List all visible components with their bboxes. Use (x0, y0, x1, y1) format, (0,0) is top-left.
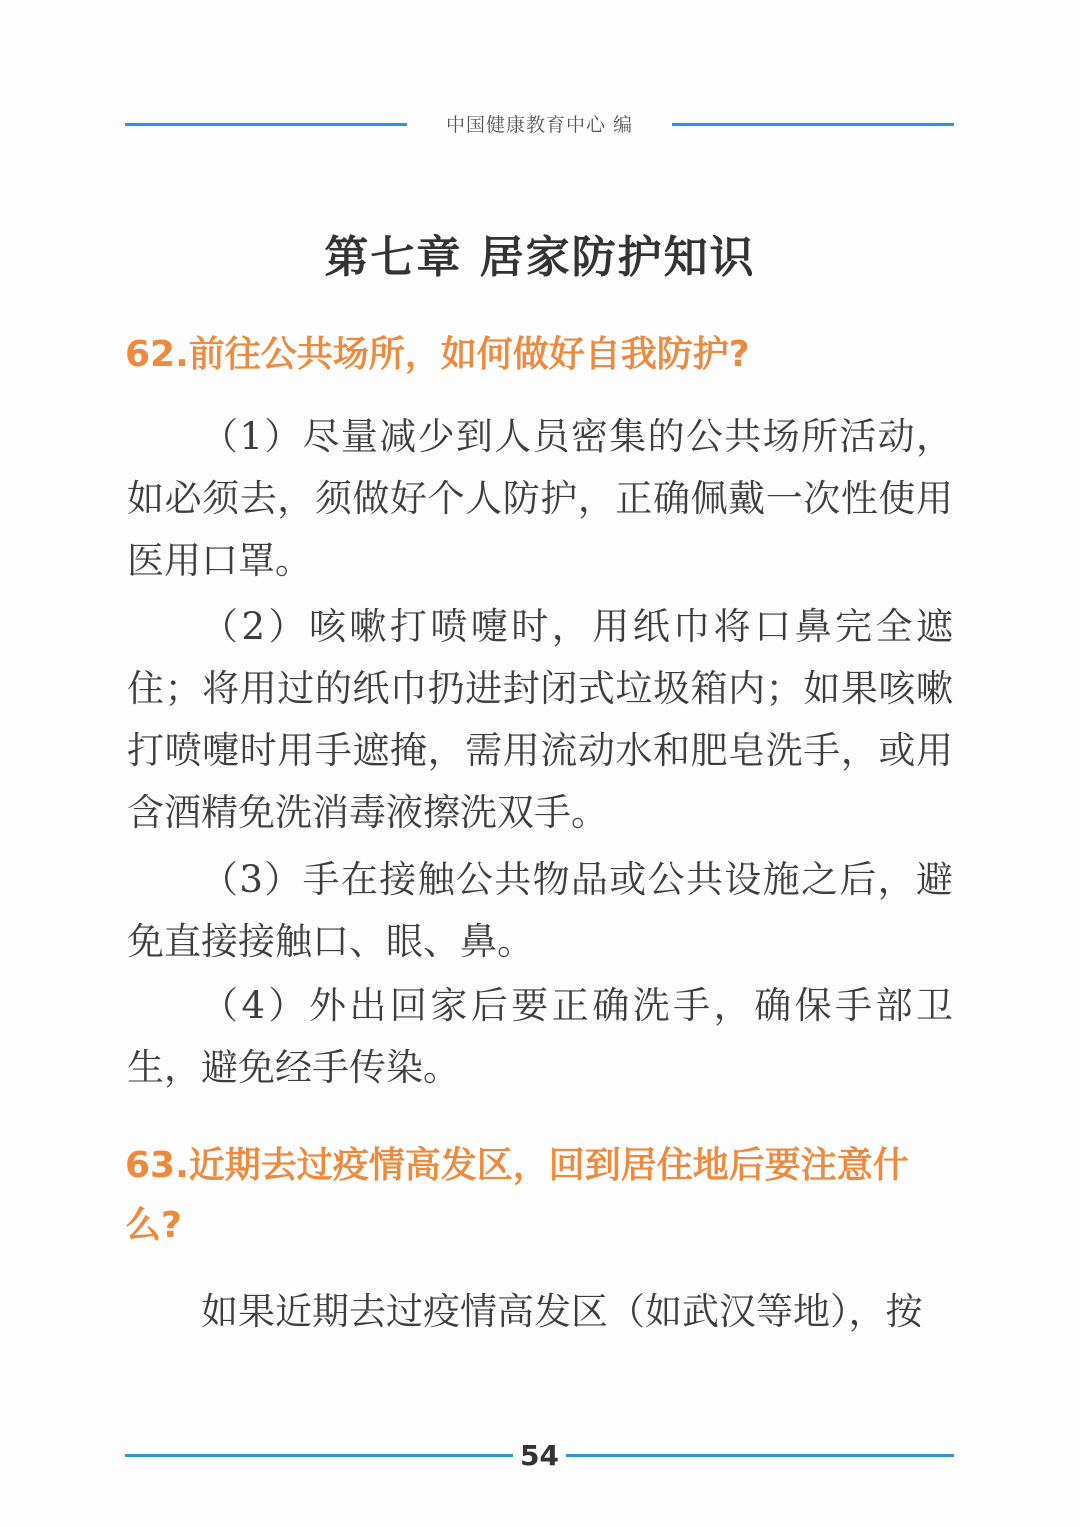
question-title-63: 63.近期去过疫情高发区，回到居住地后要注意什么? (125, 1145, 909, 1246)
answer-paragraph-5: 如果近期去过疫情高发区（如武汉等地），按 (201, 1290, 923, 1333)
answer-paragraph-1: （1）尽量减少到人员密集的公共场所活动，如必须去，须做好个人防护，正确佩戴一次性使用医用口罩。 (127, 415, 953, 582)
footer-rule-left (125, 1454, 513, 1457)
chapter-title: 第七章 居家防护知识 (324, 232, 756, 283)
answer-paragraph-2: （2）咳嗽打喷嚏时，用纸巾将口鼻完全遮住；将用过的纸巾扔进封闭式垃圾箱内；如果咳嗽打喷嚏时用手遮掩，需用流动水和肥皂洗手，或用含酒精免洗消毒液擦洗双手。 (127, 605, 953, 834)
question-title-62: 62.前往公共场所，如何做好自我防护? (125, 334, 750, 375)
answer-paragraph-4: （4）外出回家后要正确洗手，确保手部卫生，避免经手传染。 (127, 984, 953, 1089)
header-rule-right (672, 123, 954, 126)
page-number: 54 (520, 1439, 559, 1472)
answer-paragraph-3: （3）手在接触公共物品或公共设施之后，避免直接接触口、眼、鼻。 (127, 858, 953, 963)
page-footer (125, 1436, 954, 1476)
header-rule-left (125, 123, 407, 126)
footer-rule-right (566, 1454, 954, 1457)
publisher-label: 中国健康教育中心 编 (445, 114, 634, 136)
page-header (125, 108, 954, 142)
